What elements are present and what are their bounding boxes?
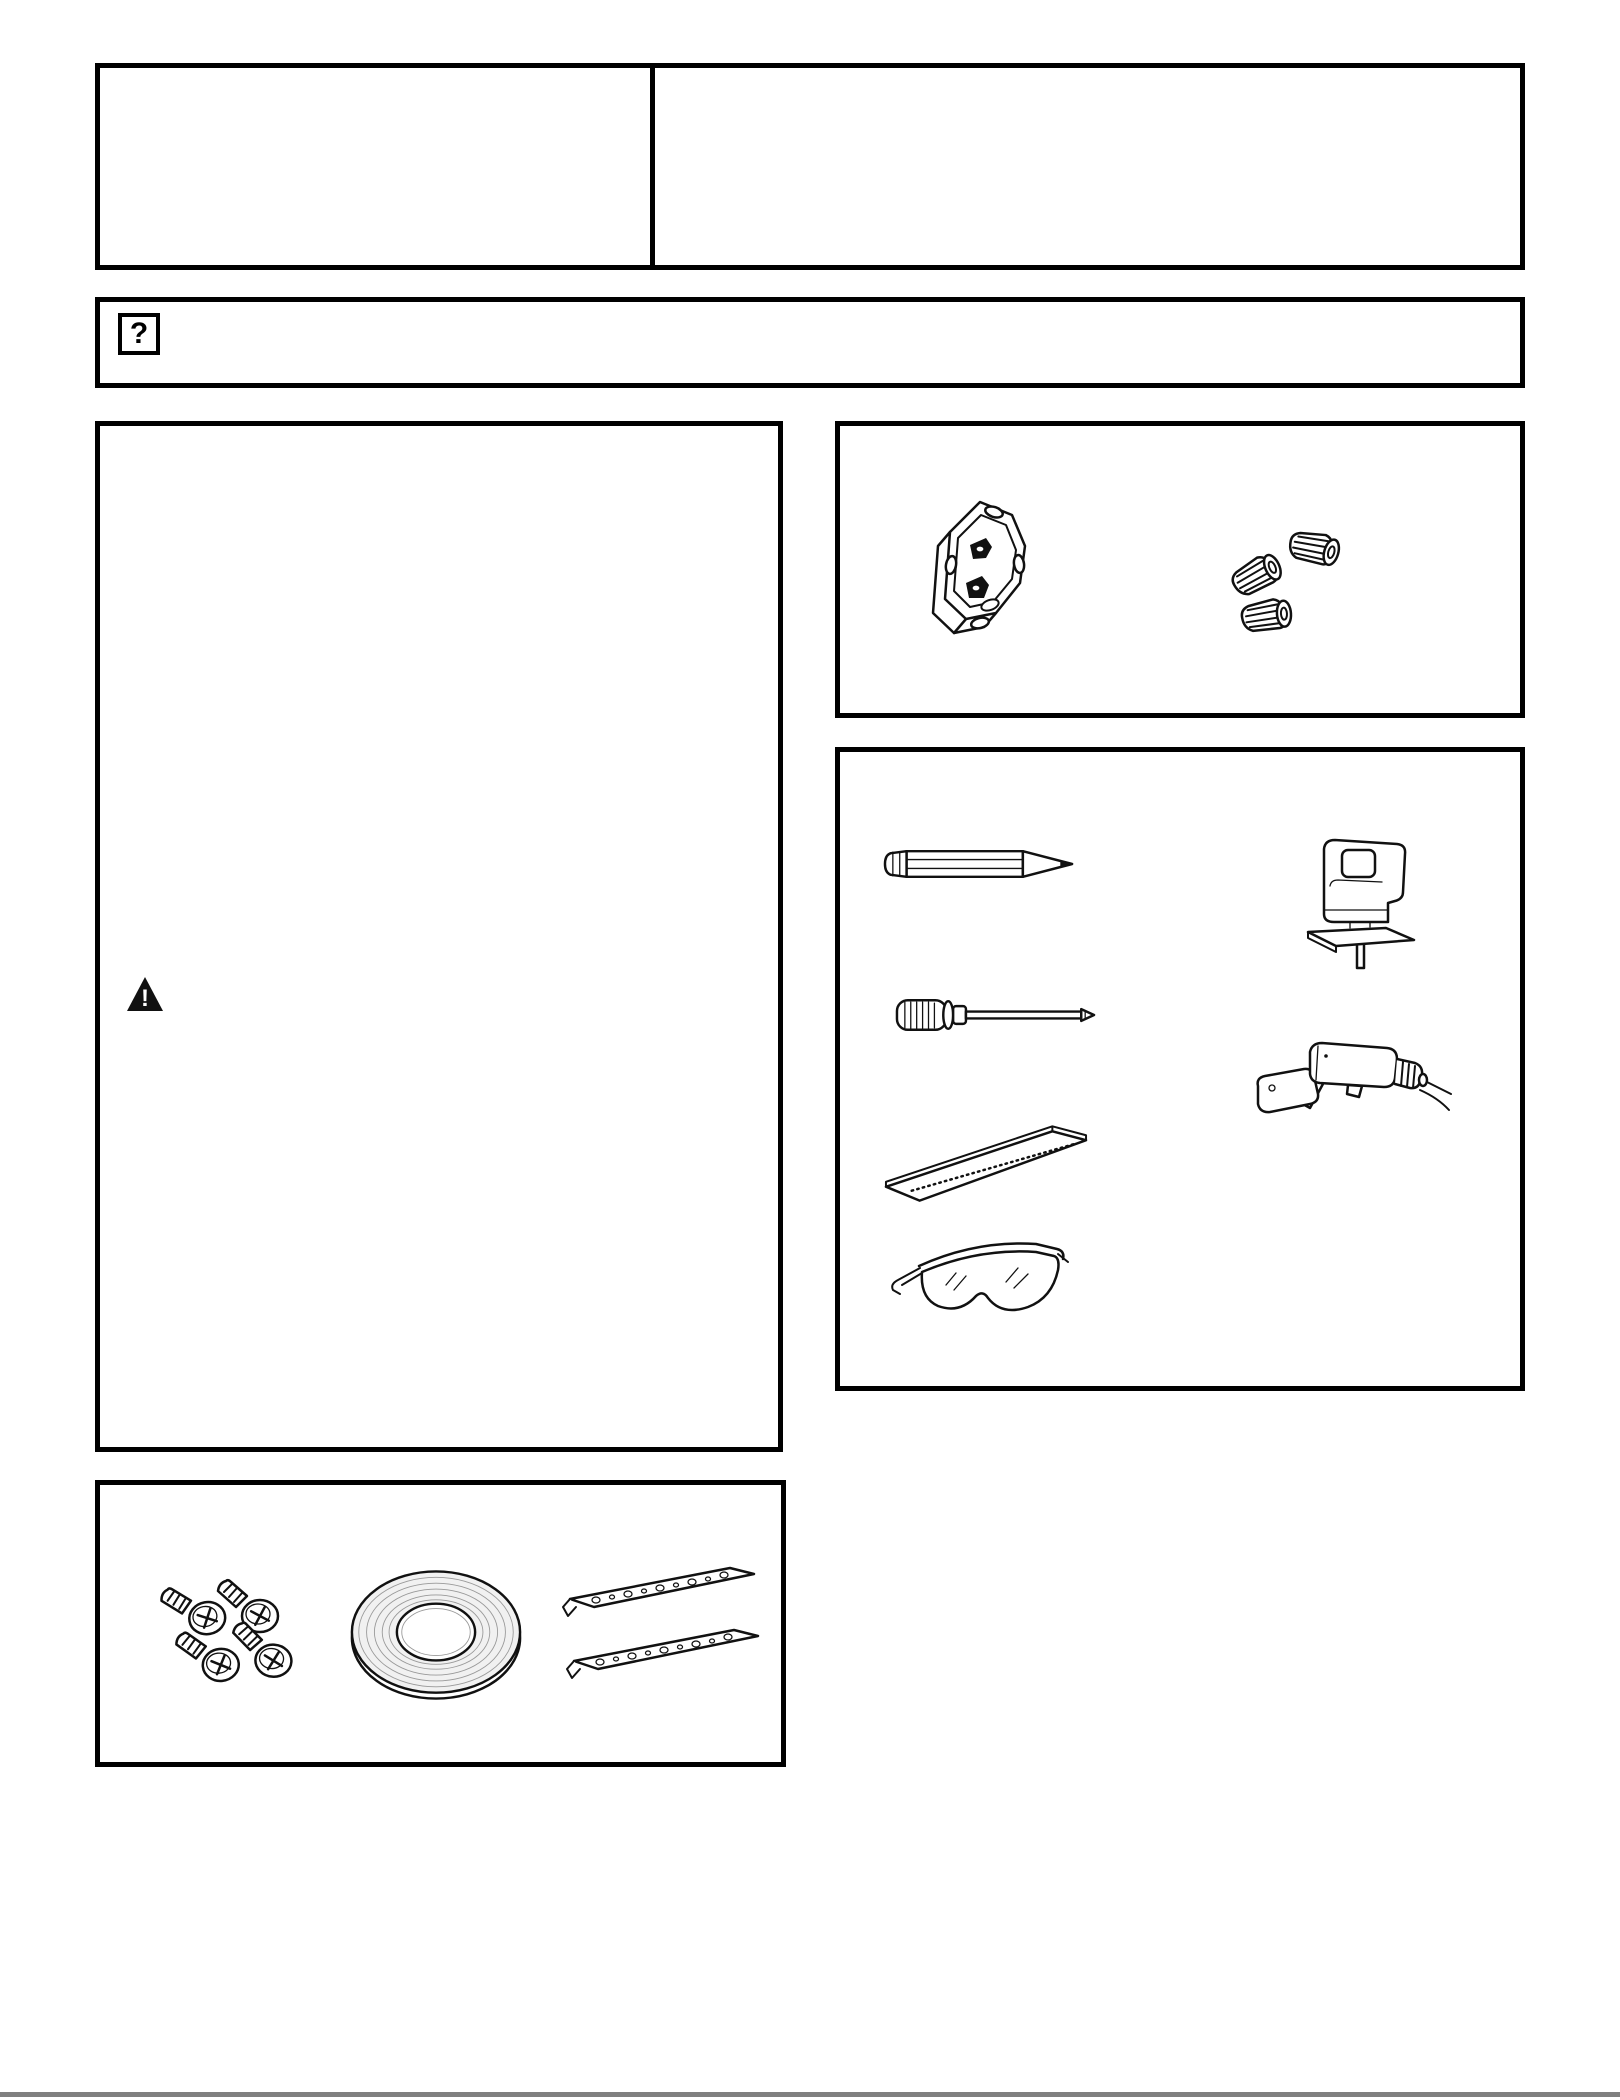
pencil-icon bbox=[883, 850, 1080, 878]
jigsaw-icon bbox=[1298, 836, 1422, 978]
mounting-brackets-icon bbox=[560, 1563, 762, 1705]
octagonal-junction-box-icon bbox=[928, 498, 1040, 650]
ruler-icon bbox=[882, 1118, 1090, 1208]
wire-nuts-icon bbox=[1230, 528, 1346, 648]
header-table bbox=[95, 63, 1525, 270]
parts-panel bbox=[835, 421, 1525, 718]
warning-exclamation-glyph: ! bbox=[141, 985, 149, 1012]
help-bar bbox=[95, 297, 1525, 388]
phillips-screwdriver-icon bbox=[895, 992, 1097, 1038]
warning-triangle-icon bbox=[125, 975, 165, 1015]
safety-glasses-icon bbox=[886, 1228, 1091, 1340]
safety-panel bbox=[95, 421, 783, 1452]
hardware-panel bbox=[95, 1480, 786, 1767]
drill-icon bbox=[1252, 1036, 1454, 1124]
foam-tape-roll-icon bbox=[348, 1565, 524, 1705]
tools-panel bbox=[835, 747, 1525, 1391]
question-icon: ? bbox=[118, 313, 160, 355]
bottom-rule bbox=[0, 2092, 1620, 2097]
header-left-cell bbox=[100, 68, 655, 265]
mounting-screws-icon bbox=[148, 1577, 300, 1689]
header-right-cell bbox=[655, 68, 1520, 265]
